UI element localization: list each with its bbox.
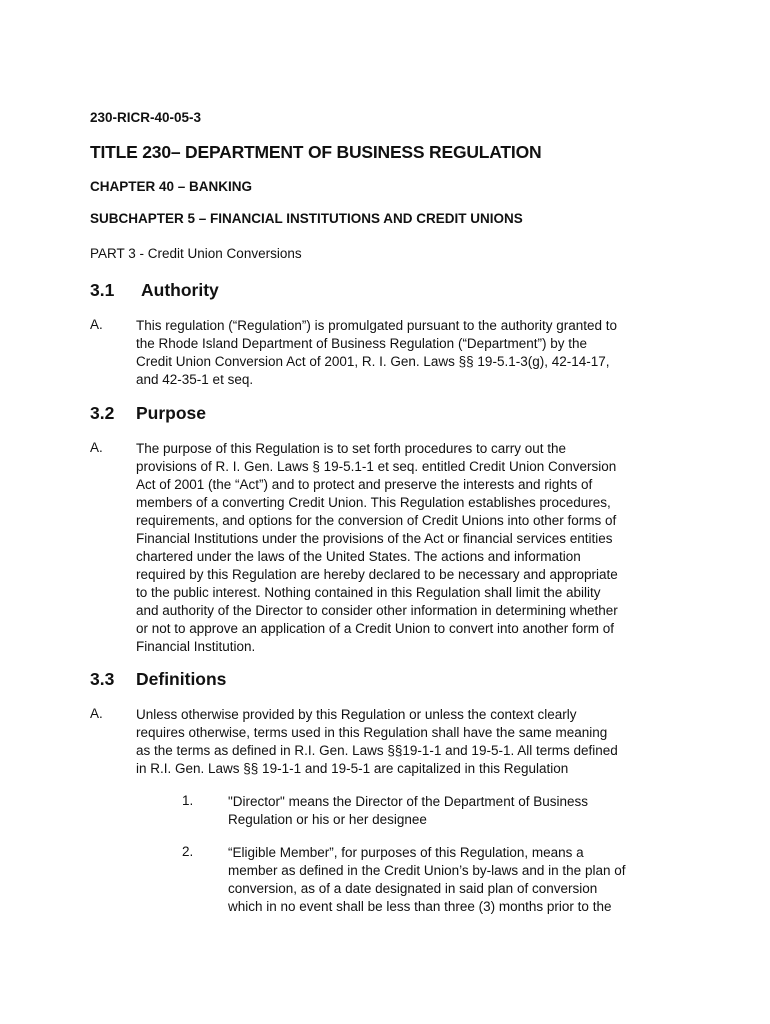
document-title: TITLE 230– DEPARTMENT OF BUSINESS REGULATION xyxy=(90,142,542,162)
paragraph-line: provisions of R. I. Gen. Laws § 19-5.1-1 et seq. entitled Credit Union Conversion xyxy=(136,459,617,474)
section-title-definitions: Definitions xyxy=(136,669,227,689)
definition-line: Regulation or his or her designee xyxy=(228,812,427,827)
paragraph-line: and authority of the Director to consider other information in determining whether xyxy=(136,603,618,618)
section-title-purpose: Purpose xyxy=(136,403,207,423)
paragraph-label: A. xyxy=(90,317,103,332)
paragraph-line: Act of 2001 (the “Act”) and to protect and preserve the interests and rights of xyxy=(136,477,593,492)
section-number-3-3: 3.3 xyxy=(90,669,115,689)
paragraph-line: Financial Institution. xyxy=(136,639,256,654)
definitions-paragraph xyxy=(136,706,681,778)
section-number-3-1: 3.1 xyxy=(90,280,115,300)
part-heading: PART 3 - Credit Union Conversions xyxy=(90,246,302,261)
paragraph-label: A. xyxy=(90,706,103,721)
paragraph-line: members of a converting Credit Union. This Regulation establishes procedures, xyxy=(136,495,611,510)
paragraph-line: the Rhode Island Department of Business Regulation (“Department”) by the xyxy=(136,336,587,351)
subchapter-heading: SUBCHAPTER 5 – FINANCIAL INSTITUTIONS AND CREDIT UNIONS xyxy=(90,211,523,226)
paragraph-line: Credit Union Conversion Act of 2001, R. I. Gen. Laws §§ 19-5.1-3(g), 42-14-17, xyxy=(136,354,610,369)
paragraph-line: The purpose of this Regulation is to set forth procedures to carry out the xyxy=(136,441,566,456)
paragraph-line: required by this Regulation are hereby declared to be necessary and appropriate xyxy=(136,567,618,582)
paragraph-line: in R.I. Gen. Laws §§ 19-1-1 and 19-5-1 are capitalized in this Regulation xyxy=(136,761,569,776)
paragraph-line: Unless otherwise provided by this Regulation or unless the context clearly xyxy=(136,707,577,722)
paragraph-line: or not to approve an application of a Credit Union to convert into another form of xyxy=(136,621,615,636)
purpose-paragraph xyxy=(136,440,681,656)
chapter-heading: CHAPTER 40 – BANKING xyxy=(90,179,253,194)
definition-eligible-member xyxy=(228,844,683,916)
paragraph-line: chartered under the laws of the United States. The actions and information xyxy=(136,549,581,564)
paragraph-line: as the terms as defined in R.I. Gen. Laws §§19-1-1 and 19-5-1. All terms defined xyxy=(136,743,618,758)
paragraph-line: requires otherwise, terms used in this Regulation shall have the same meaning xyxy=(136,725,608,740)
definition-line: conversion, as of a date designated in said plan of conversion xyxy=(228,881,598,896)
definition-line: member as defined in the Credit Union’s by-laws and in the plan of xyxy=(228,863,626,878)
paragraph-line: Financial Institutions under the provisions of the Act or financial services entities xyxy=(136,531,613,546)
definition-line: "Director" means the Director of the Department of Business xyxy=(228,794,588,809)
paragraph-line: requirements, and options for the conversion of Credit Unions into other forms of xyxy=(136,513,617,528)
section-title-authority: Authority xyxy=(141,280,219,300)
authority-paragraph xyxy=(136,317,681,389)
definition-number: 2. xyxy=(182,844,194,859)
definition-number: 1. xyxy=(182,793,194,808)
regulation-code: 230-RICR-40-05-3 xyxy=(90,110,202,125)
section-number-3-2: 3.2 xyxy=(90,403,115,423)
definition-director xyxy=(228,793,683,829)
definition-line: which in no event shall be less than three (3) months prior to the xyxy=(228,899,612,914)
definition-line: “Eligible Member”, for purposes of this Regulation, means a xyxy=(228,845,584,860)
paragraph-line: This regulation (“Regulation”) is promulgated pursuant to the authority granted to xyxy=(136,318,618,333)
paragraph-line: and 42-35-1 et seq. xyxy=(136,372,254,387)
paragraph-label: A. xyxy=(90,440,103,455)
paragraph-line: to the public interest. Nothing contained in this Regulation shall limit the ability xyxy=(136,585,601,600)
